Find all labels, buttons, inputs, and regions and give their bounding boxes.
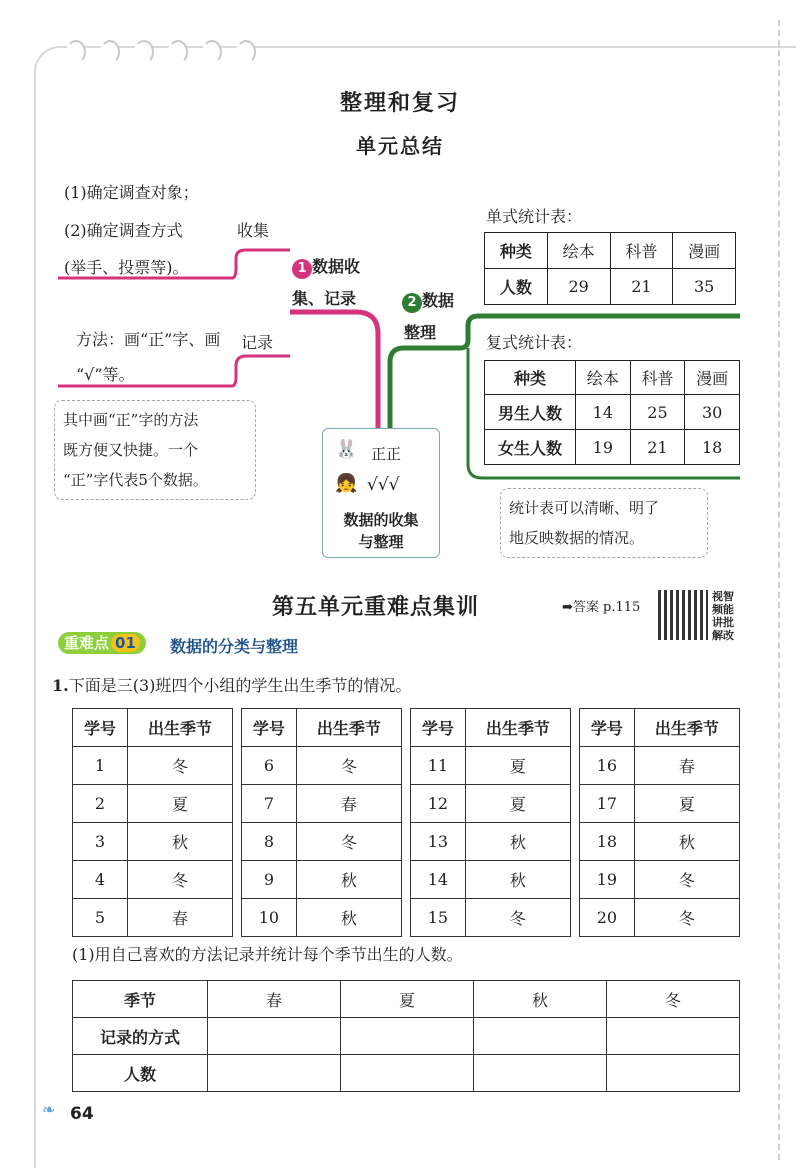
column-gap — [570, 747, 579, 785]
record-table — [72, 980, 740, 1092]
qr-code-icon[interactable] — [658, 590, 708, 640]
branch-1-line2: 集、记录 — [292, 289, 357, 308]
student-id-cell: 12 — [410, 785, 465, 823]
branch-2-line1: 数据 — [422, 291, 455, 310]
girl-icon: 👧 — [335, 473, 358, 494]
single-table-title: 单式统计表： — [486, 207, 583, 226]
student-id-cell: 6 — [241, 747, 296, 785]
table-cell: 绘本 — [576, 361, 631, 395]
table-row — [485, 395, 740, 430]
table-header: 出生季节 — [127, 709, 232, 747]
student-id-cell: 15 — [410, 899, 465, 937]
single-table — [484, 232, 736, 305]
badge-number: 01 — [111, 634, 140, 652]
table-header: 出生季节 — [465, 709, 570, 747]
student-id-cell: 11 — [410, 747, 465, 785]
season-cell: 夏 — [465, 747, 570, 785]
column-gap — [232, 747, 241, 785]
season-cell: 冬 — [296, 747, 401, 785]
tally-mark: 正正 — [371, 445, 402, 463]
table-header: 出生季节 — [296, 709, 401, 747]
column-gap — [232, 899, 241, 937]
table-row — [485, 430, 740, 465]
section-title: 第五单元重难点集训 — [272, 595, 480, 620]
review-title: 整理和复习 — [339, 91, 460, 116]
season-cell: 秋 — [296, 861, 401, 899]
answer-cell[interactable] — [607, 1055, 740, 1092]
table-cell: 季节 — [73, 981, 208, 1018]
center-label: 数据的收集 — [343, 511, 419, 529]
table-row — [485, 269, 736, 305]
note-left — [54, 400, 256, 500]
season-cell: 秋 — [127, 823, 232, 861]
qr-caption — [712, 590, 734, 642]
answer-cell[interactable] — [474, 1055, 607, 1092]
badge-text: 重难点 — [64, 634, 110, 652]
page-number: 64 — [70, 1104, 94, 1124]
question-number: 1. — [52, 676, 69, 695]
table-cell: 种类 — [485, 361, 576, 395]
table-cell: 科普 — [630, 361, 685, 395]
mindmap-text: 方法：画“正”字、画 — [76, 330, 221, 349]
table-cell: 19 — [576, 430, 631, 465]
topic-badge — [58, 632, 146, 653]
season-cell: 夏 — [465, 785, 570, 823]
table-cell: 21 — [630, 430, 685, 465]
season-cell: 冬 — [634, 861, 739, 899]
column-gap — [570, 823, 579, 861]
table-header: 学号 — [73, 709, 128, 747]
note-line: 统计表可以清晰、明了 — [509, 499, 660, 517]
qr-caption-line: 视智 — [712, 590, 734, 603]
qr-caption-line: 频能 — [712, 603, 734, 616]
season-cell: 夏 — [127, 785, 232, 823]
table-header: 学号 — [410, 709, 465, 747]
question-text: 下面是三(3)班四个小组的学生出生季节的情况。 — [68, 676, 412, 695]
note-line: 其中画“正”字的方法 — [63, 411, 199, 429]
student-id-cell: 20 — [579, 899, 634, 937]
student-id-cell: 5 — [73, 899, 128, 937]
student-id-cell: 16 — [579, 747, 634, 785]
column-gap — [401, 785, 410, 823]
mindmap-text: (1)确定调查对象； — [64, 183, 199, 202]
table-cell: 人数 — [485, 269, 548, 305]
table-cell: 29 — [547, 269, 610, 305]
badge-label — [58, 632, 146, 654]
note-right — [500, 488, 708, 558]
column-gap — [232, 785, 241, 823]
column-gap — [401, 709, 410, 747]
student-id-cell: 9 — [241, 861, 296, 899]
season-cell: 冬 — [296, 823, 401, 861]
center-label: 与整理 — [358, 533, 404, 551]
table-row — [73, 899, 740, 937]
table-row — [73, 1018, 740, 1055]
student-id-cell: 1 — [73, 747, 128, 785]
table-row — [73, 1055, 740, 1092]
note-line: 地反映数据的情况。 — [509, 529, 645, 547]
table-row — [73, 861, 740, 899]
table-cell: 30 — [685, 395, 740, 430]
season-cell: 春 — [296, 785, 401, 823]
answer-cell[interactable] — [607, 1018, 740, 1055]
compound-table — [484, 360, 740, 465]
center-box — [322, 428, 440, 558]
answer-cell[interactable] — [474, 1018, 607, 1055]
table-row — [73, 981, 740, 1018]
branch-2-label — [402, 288, 454, 313]
column-gap — [570, 709, 579, 747]
table-header: 出生季节 — [634, 709, 739, 747]
table-cell: 14 — [576, 395, 631, 430]
season-cell: 秋 — [465, 861, 570, 899]
answer-cell[interactable] — [208, 1018, 341, 1055]
review-subtitle: 单元总结 — [356, 134, 444, 158]
student-id-cell: 4 — [73, 861, 128, 899]
student-id-cell: 2 — [73, 785, 128, 823]
table-row — [73, 823, 740, 861]
column-gap — [232, 861, 241, 899]
student-id-cell: 8 — [241, 823, 296, 861]
answer-cell[interactable] — [208, 1055, 341, 1092]
season-cell: 冬 — [127, 861, 232, 899]
table-cell: 春 — [208, 981, 341, 1018]
compound-table-title: 复式统计表： — [486, 333, 583, 352]
season-cell: 春 — [634, 747, 739, 785]
student-id-cell: 7 — [241, 785, 296, 823]
table-row — [485, 361, 740, 395]
table-cell: 记录的方式 — [73, 1018, 208, 1055]
season-cell: 冬 — [127, 747, 232, 785]
check-marks: √√√ — [367, 475, 400, 495]
collect-label: 收集 — [237, 221, 270, 240]
rabbit-icon: 🐰 — [335, 439, 358, 460]
answer-reference[interactable]: ➡答案 p.115 — [562, 600, 641, 615]
sub-question-1: (1)用自己喜欢的方法记录并统计每个季节出生的人数。 — [72, 945, 463, 964]
season-cell: 秋 — [465, 823, 570, 861]
note-line: “正”字代表5个数据。 — [63, 471, 208, 489]
number-badge: 2 — [402, 293, 422, 313]
table-cell: 35 — [673, 269, 736, 305]
student-id-cell: 14 — [410, 861, 465, 899]
student-id-cell: 19 — [579, 861, 634, 899]
table-cell: 夏 — [341, 981, 474, 1018]
column-gap — [232, 709, 241, 747]
mindmap-text: (举手、投票等)。 — [64, 258, 189, 277]
table-row — [73, 709, 740, 747]
answer-cell[interactable] — [341, 1018, 474, 1055]
student-id-cell: 13 — [410, 823, 465, 861]
student-id-cell: 10 — [241, 899, 296, 937]
branch-1-label — [292, 254, 360, 279]
season-cell: 夏 — [634, 785, 739, 823]
season-cell: 冬 — [465, 899, 570, 937]
mindmap-text: “√”等。 — [76, 365, 135, 384]
qr-caption-line: 讲批 — [712, 616, 734, 629]
column-gap — [570, 861, 579, 899]
record-label: 记录 — [241, 333, 274, 352]
table-cell: 科普 — [610, 233, 673, 269]
table-cell: 男生人数 — [485, 395, 576, 430]
column-gap — [401, 823, 410, 861]
column-gap — [401, 747, 410, 785]
table-cell: 人数 — [73, 1055, 208, 1092]
student-id-cell: 17 — [579, 785, 634, 823]
number-badge: 1 — [292, 259, 312, 279]
student-id-cell: 18 — [579, 823, 634, 861]
answer-cell[interactable] — [341, 1055, 474, 1092]
page-corner-icon: ❧ — [42, 1100, 56, 1119]
column-gap — [570, 785, 579, 823]
table-cell: 漫画 — [685, 361, 740, 395]
table-cell: 漫画 — [673, 233, 736, 269]
season-cell: 春 — [127, 899, 232, 937]
branch-2-line2: 整理 — [404, 323, 437, 342]
table-header: 学号 — [241, 709, 296, 747]
table-cell: 18 — [685, 430, 740, 465]
table-cell: 25 — [630, 395, 685, 430]
table-cell: 冬 — [607, 981, 740, 1018]
topic-title: 数据的分类与整理 — [170, 637, 299, 656]
column-gap — [232, 823, 241, 861]
column-gap — [401, 899, 410, 937]
table-row — [485, 233, 736, 269]
table-cell: 21 — [610, 269, 673, 305]
table-cell: 绘本 — [547, 233, 610, 269]
student-id-cell: 3 — [73, 823, 128, 861]
table-row — [73, 747, 740, 785]
table-header: 学号 — [579, 709, 634, 747]
season-cell: 秋 — [296, 899, 401, 937]
mindmap-text: (2)确定调查方式 — [64, 221, 183, 240]
branch-1-line1: 数据收 — [312, 257, 361, 276]
column-gap — [401, 861, 410, 899]
qr-caption-line: 解改 — [712, 629, 734, 642]
column-gap — [570, 899, 579, 937]
table-row — [73, 785, 740, 823]
season-cell: 秋 — [634, 823, 739, 861]
season-table — [72, 708, 740, 937]
table-cell: 女生人数 — [485, 430, 576, 465]
table-cell: 秋 — [474, 981, 607, 1018]
season-cell: 冬 — [634, 899, 739, 937]
note-line: 既方便又快捷。一个 — [63, 441, 199, 459]
question-1 — [52, 673, 411, 696]
table-cell: 种类 — [485, 233, 548, 269]
